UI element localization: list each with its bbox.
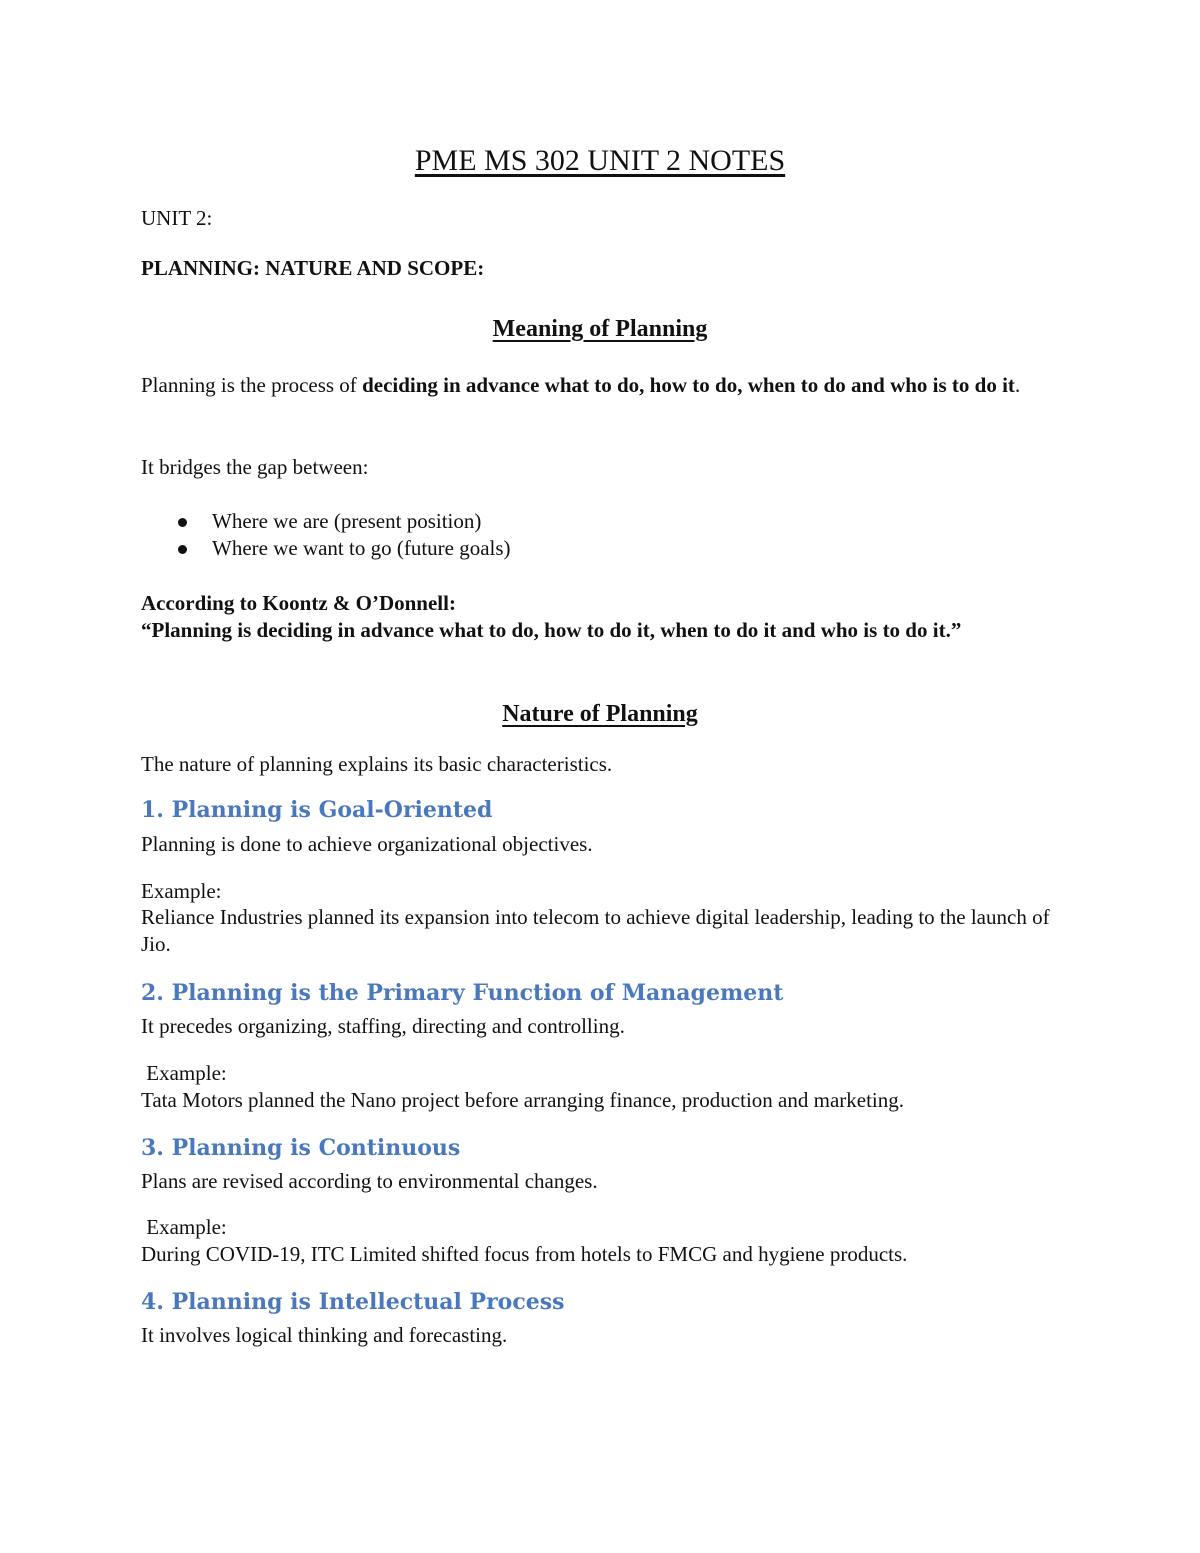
point-2-text: It precedes organizing, staffing, directing and controlling.: [141, 1014, 625, 1038]
quote-text: “Planning is deciding in advance what to do, how to do it, when to do it and who is to do it.”: [141, 618, 962, 642]
point-3-example-text: During COVID-19, ITC Limited shifted focus from hotels to FMCG and hygiene products.: [141, 1242, 908, 1266]
definition-lead: Planning is the process of: [141, 373, 363, 397]
nature-heading: Nature of Planning: [502, 701, 698, 727]
section-label: PLANNING: NATURE AND SCOPE:: [141, 256, 485, 280]
document-title: PME MS 302 UNIT 2 NOTES: [414, 144, 786, 177]
point-3-text: Plans are revised according to environmental changes.: [141, 1169, 598, 1193]
bullet-dot-icon: [178, 545, 187, 554]
list-item: Where we are (present position): [141, 508, 1041, 535]
point-2-example-text: Tata Motors planned the Nano project before arranging finance, production and marketing.: [141, 1088, 905, 1112]
unit-label: UNIT 2:: [141, 206, 213, 230]
point-1-example-label: Example:: [141, 879, 222, 903]
point-3-heading: 3. Planning is Continuous: [141, 1135, 461, 1161]
definition-end: .: [1014, 373, 1021, 397]
planning-definition: [141, 372, 1051, 399]
gap-bullet-list: [141, 508, 1041, 562]
point-1-example-text: Reliance Industries planned its expansion into telecom to achieve digital leadership, leading to the launch of Jio.: [141, 905, 1050, 956]
bullet-dot-icon: [178, 518, 187, 527]
point-4-heading: 4. Planning is Intellectual Process: [141, 1289, 565, 1315]
bridge-intro: It bridges the gap between:: [141, 455, 369, 479]
nature-intro: The nature of planning explains its basic characteristics.: [141, 752, 613, 776]
point-3-example-label: Example:: [141, 1215, 227, 1239]
list-item: Where we want to go (future goals): [141, 535, 1041, 562]
point-1-heading: 1. Planning is Goal-Oriented: [141, 797, 493, 823]
point-1-text: Planning is done to achieve organizational objectives.: [141, 832, 593, 856]
quote-source: According to Koontz & O’Donnell:: [141, 591, 456, 615]
point-2-heading: 2. Planning is the Primary Function of Management: [141, 980, 784, 1006]
point-4-text: It involves logical thinking and forecasting.: [141, 1323, 508, 1347]
definition-bold: deciding in advance what to do, how to do, when to do and who is to do it: [362, 373, 1015, 397]
point-2-example-label: Example:: [141, 1061, 227, 1085]
meaning-heading: Meaning of Planning: [492, 316, 708, 342]
